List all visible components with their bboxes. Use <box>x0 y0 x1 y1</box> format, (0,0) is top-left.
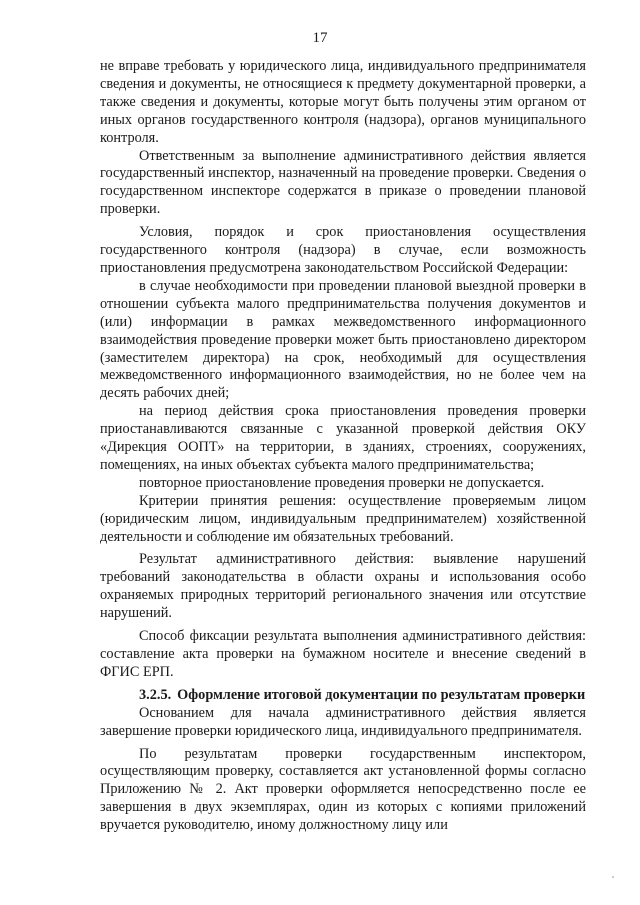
paragraph-basis: Основанием для начала административного действия является завершение проверки юридического лица, индивидуального предпринимателя. <box>100 704 586 739</box>
paragraph-recording-method: Способ фиксации результата выполнения административного действия: составление акта проверки на бумажном носителе и внесение сведений в ФГИС ЕРП. <box>100 628 586 680</box>
paragraph-decision-criteria: Критерии принятия решения: осуществление проверяемым лицом (юридическим лицом, индивидуальным предпринимателем) хозяйственной деятельности и соблюдение им обязательных требований. <box>100 492 586 545</box>
paragraph-continuation: не вправе требовать у юридического лица, индивидуального предпринимателя сведения и документы, не относящиеся к предмету документарной проверки, а также сведения и документы, которые могут быть получены этим органом от иных органов государственного контроля (надзора), органов муниципального контроля. <box>100 58 586 146</box>
section-title: Оформление итоговой документации по результатам проверки <box>177 686 586 703</box>
section-number: 3.2.5. <box>139 686 172 703</box>
paragraph-result: Результат административного действия: выявление нарушений требований законодательства в области охраны и использования особо охраняемых природных территорий регионального значения или отсутствие нарушений. <box>100 551 586 622</box>
page-number: 17 <box>312 30 328 46</box>
document-body <box>100 58 586 835</box>
section-heading <box>100 687 586 705</box>
paragraph-repeat-suspension: повторное приостановление проведения проверки не допускается. <box>139 474 545 491</box>
paragraph-suspension-conditions: Условия, порядок и срок приостановления осуществления государственного контроля (надзора) в случае, если возможность приостановления предусмотрена законодательством Российской Федерации: <box>100 224 586 276</box>
paragraph-responsible: Ответственным за выполнение административного действия является государственный инспектор, назначенный на проведение проверки. Сведения о государственном инспекторе содержатся в приказе о проведении плановой проверки. <box>100 147 586 218</box>
paragraph-suspension-case: в случае необходимости при проведении плановой выездной проверки в отношении субъекта малого предпринимательства получения документов и (или) информации в рамках межведомственного информационного взаимодействия проведение проверки может быть приостановлено директором (заместителем директора) на срок, необходимый для осуществления межведомственного информационного взаимодействия, но не более чем на десять рабочих дней; <box>100 277 586 402</box>
paragraph-inspection-act: По результатам проверки государственным инспектором, осуществляющим проверку, составляется акт установленной формы согласно Приложению № 2. Акт проверки оформляется непосредственно после ее завершения в двух экземплярах, один из которых с копиями приложений вручается руководителю, иному должностному лицу или <box>100 745 586 834</box>
scan-speck <box>612 876 614 878</box>
paragraph-suspension-period: на период действия срока приостановления проведения проверки приостанавливаются связанные с указанной проверкой действия ОКУ «Дирекция ООПТ» на территории, в зданиях, строениях, сооружениях, помещениях, на иных объектах субъекта малого предпринимательства; <box>100 403 586 473</box>
